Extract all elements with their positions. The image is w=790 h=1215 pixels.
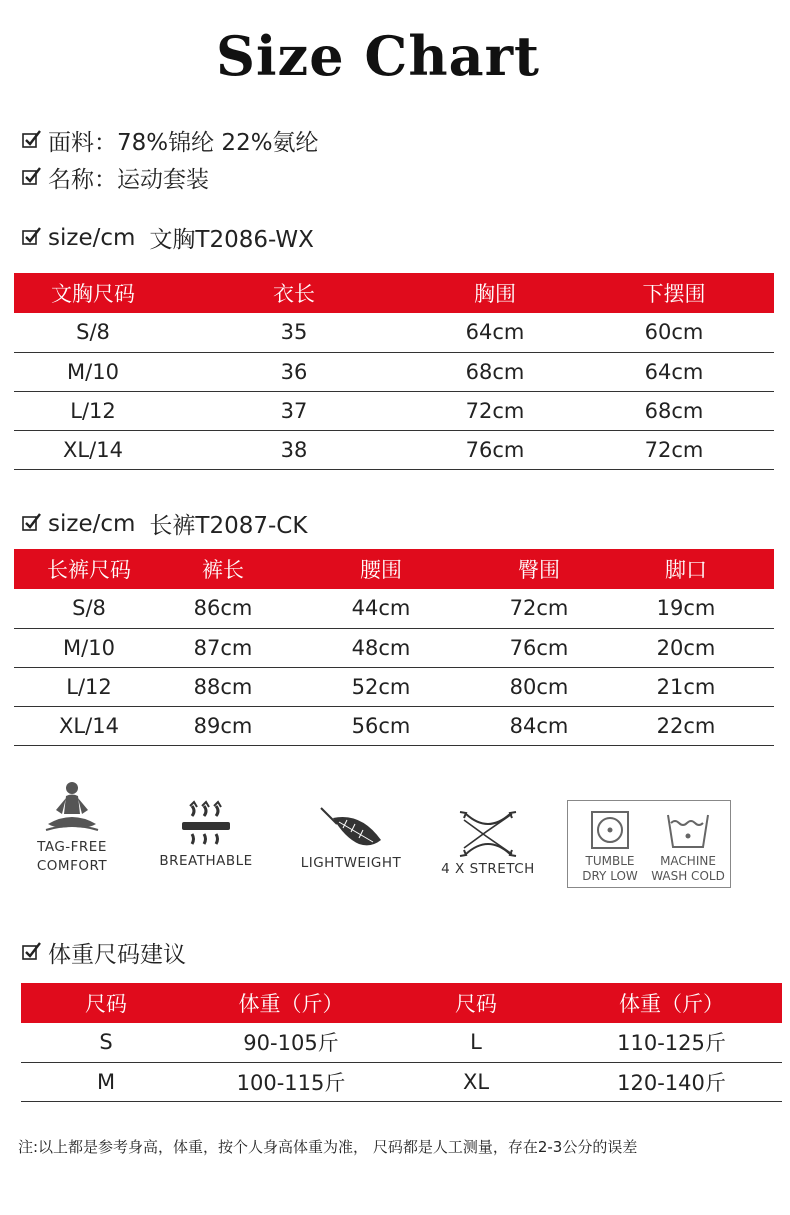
table-cell: XL/14 — [14, 706, 164, 745]
table-cell: 72cm — [574, 430, 774, 469]
tumble-dry-icon — [589, 809, 631, 851]
bra-size-table — [14, 273, 774, 470]
table-cell: 19cm — [598, 589, 774, 628]
table-cell: L/12 — [14, 667, 164, 706]
column-header: 衣长 — [172, 273, 416, 313]
table-cell: 76cm — [480, 628, 598, 667]
table-cell: M/10 — [14, 352, 172, 391]
table-cell: 60cm — [574, 313, 774, 352]
care-label: WASH COLD — [651, 869, 725, 883]
weight-section-heading — [22, 936, 186, 969]
table-cell: 48cm — [282, 628, 480, 667]
table-cell: S — [21, 1023, 191, 1062]
table-cell: S/8 — [14, 589, 164, 628]
table-header-row — [14, 273, 774, 313]
table-cell: XL — [391, 1062, 561, 1101]
fabric-text: 面料：78%锦纶 22%氨纶 — [48, 130, 319, 156]
table-cell: 76cm — [416, 430, 574, 469]
column-header: 尺码 — [391, 983, 561, 1023]
table-cell: L/12 — [14, 391, 172, 430]
column-header: 胸围 — [416, 273, 574, 313]
table-cell: 56cm — [282, 706, 480, 745]
table-cell: 35 — [172, 313, 416, 352]
column-header: 臀围 — [480, 549, 598, 589]
feature-icon — [311, 804, 391, 854]
column-header: 下摆围 — [574, 273, 774, 313]
fabric-line — [22, 124, 319, 157]
pants-size-table — [14, 549, 774, 746]
table-cell: 36 — [172, 352, 416, 391]
table-row — [14, 628, 774, 667]
feature-lightweight — [292, 804, 410, 873]
table-row — [21, 1023, 782, 1062]
column-header: 腰围 — [282, 549, 480, 589]
weight-heading: 体重尺码建议 — [48, 942, 186, 968]
table-cell: 64cm — [574, 352, 774, 391]
table-cell: 80cm — [480, 667, 598, 706]
table-cell: 86cm — [164, 589, 282, 628]
column-header: 文胸尺码 — [14, 273, 172, 313]
checkmark-icon — [22, 166, 42, 186]
table-cell: S/8 — [14, 313, 172, 352]
column-header: 脚口 — [598, 549, 774, 589]
feature-label: COMFORT — [36, 858, 108, 874]
care-machine-wash — [646, 809, 730, 884]
care-label: DRY LOW — [582, 869, 638, 883]
table-row — [14, 313, 774, 352]
table-row — [14, 391, 774, 430]
table-cell: 87cm — [164, 628, 282, 667]
table-row — [21, 1062, 782, 1101]
table-cell: 88cm — [164, 667, 282, 706]
table-cell: 68cm — [416, 352, 574, 391]
name-line — [22, 161, 209, 194]
table-cell: M/10 — [14, 628, 164, 667]
table-cell: 89cm — [164, 706, 282, 745]
table-row — [14, 352, 774, 391]
checkmark-icon — [22, 129, 42, 149]
page-title: Size Chart — [216, 24, 540, 88]
column-header: 体重（斤） — [561, 983, 782, 1023]
feature-label: TAG-FREE — [37, 839, 107, 855]
feature-breathable — [152, 800, 260, 871]
table-cell: 44cm — [282, 589, 480, 628]
pants-model: 长裤T2087-CK — [149, 513, 308, 539]
table-header-row — [21, 983, 782, 1023]
column-header: 裤长 — [164, 549, 282, 589]
table-cell: 20cm — [598, 628, 774, 667]
checkmark-icon — [22, 941, 42, 961]
table-cell: 38 — [172, 430, 416, 469]
table-cell: XL/14 — [14, 430, 172, 469]
pants-unit: size/cm — [48, 510, 136, 537]
table-cell: 52cm — [282, 667, 480, 706]
measurement-note: 注:以上都是参考身高，体重，按个人身高体重为准， 尺码都是人工测量，存在2-3公分的误差 — [18, 1138, 638, 1156]
feature-stretch — [432, 808, 544, 879]
pants-section-heading — [22, 507, 307, 540]
care-label: TUMBLE — [585, 854, 635, 868]
care-label: MACHINE — [660, 854, 716, 868]
table-header-row — [14, 549, 774, 589]
table-cell: 84cm — [480, 706, 598, 745]
feature-tag-free — [22, 780, 122, 876]
table-cell: 68cm — [574, 391, 774, 430]
table-cell: 72cm — [416, 391, 574, 430]
table-cell: L — [391, 1023, 561, 1062]
feature-icons — [0, 780, 790, 900]
care-tumble-dry — [572, 809, 648, 884]
bra-unit: size/cm — [48, 224, 136, 251]
checkmark-icon — [22, 226, 42, 246]
table-cell: 72cm — [480, 589, 598, 628]
four-way-stretch-icon — [456, 808, 520, 860]
table-row — [14, 430, 774, 469]
table-row — [14, 589, 774, 628]
care-instructions-box — [567, 800, 731, 888]
name-text: 名称：运动套装 — [48, 167, 209, 193]
table-cell: M — [21, 1062, 191, 1101]
table-cell: 22cm — [598, 706, 774, 745]
table-cell: 90-105斤 — [191, 1023, 391, 1062]
table-cell: 110-125斤 — [561, 1023, 782, 1062]
machine-wash-icon — [665, 809, 711, 851]
breathable-fabric-icon — [174, 800, 238, 852]
feature-label: 4 X STRETCH — [441, 861, 535, 877]
feature-label: BREATHABLE — [159, 853, 253, 869]
column-header: 长裤尺码 — [14, 549, 164, 589]
bra-section-heading — [22, 221, 314, 254]
table-cell: 100-115斤 — [191, 1062, 391, 1101]
checkmark-icon — [22, 512, 42, 532]
table-cell: 37 — [172, 391, 416, 430]
table-row — [14, 706, 774, 745]
column-header: 尺码 — [21, 983, 191, 1023]
table-cell: 21cm — [598, 667, 774, 706]
weight-size-table — [21, 983, 782, 1102]
table-cell: 64cm — [416, 313, 574, 352]
feature-label: LIGHTWEIGHT — [300, 855, 402, 871]
yoga-pose-icon — [42, 780, 102, 838]
table-cell: 120-140斤 — [561, 1062, 782, 1101]
column-header: 体重（斤） — [191, 983, 391, 1023]
bra-model: 文胸T2086-WX — [149, 227, 314, 253]
table-row — [14, 667, 774, 706]
